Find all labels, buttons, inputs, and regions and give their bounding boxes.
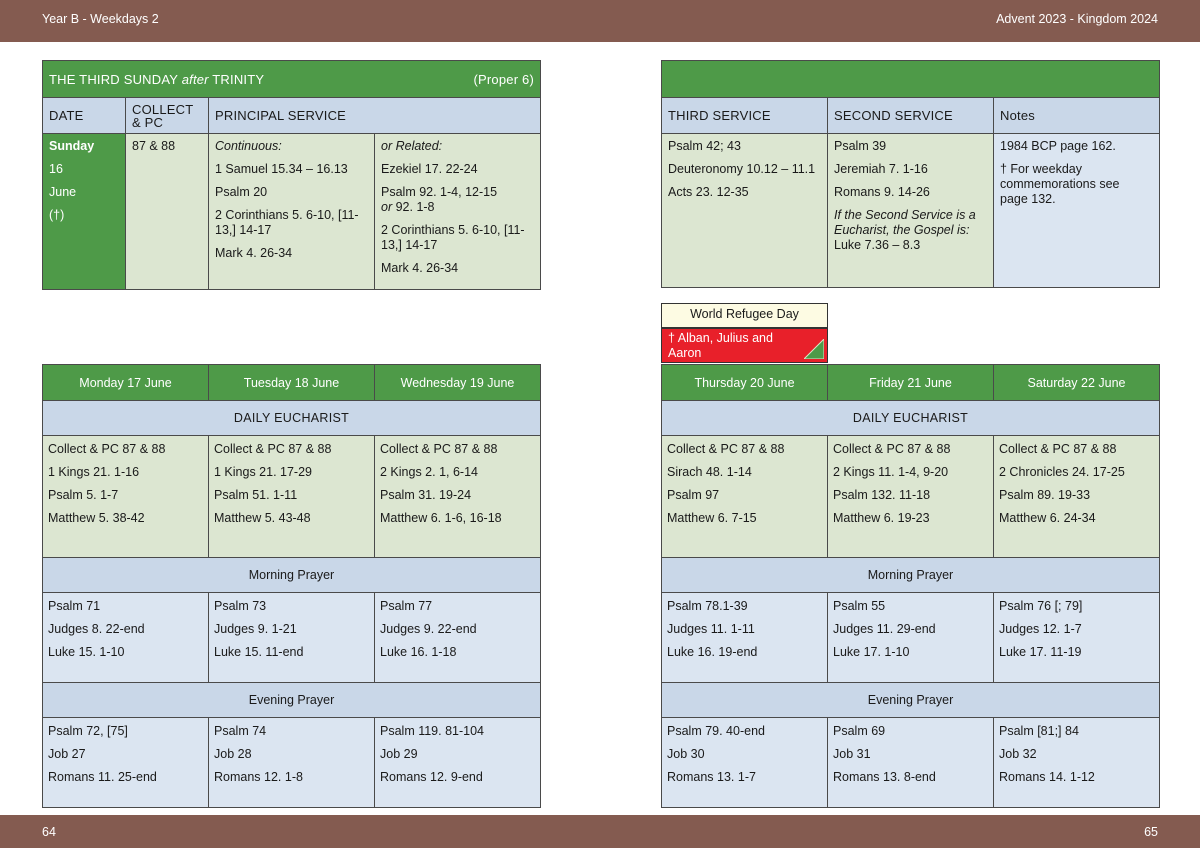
reading: Psalm 79. 40-end xyxy=(667,724,765,738)
reading: Psalm 73 xyxy=(214,599,267,613)
reading: Matthew 6. 24-34 xyxy=(999,511,1096,525)
eucharist-cell xyxy=(994,436,1160,558)
section-evening-prayer: Evening Prayer xyxy=(43,683,541,718)
reading: 2 Corinthians 5. 6-10, [11-13,] 14-17 xyxy=(381,223,525,252)
sunday-collect-cell: 87 & 88 xyxy=(126,134,209,290)
reading: Judges 12. 1-7 xyxy=(999,622,1082,636)
morning-prayer-cell xyxy=(828,593,994,683)
col-collect-header: COLLECT & PC xyxy=(126,98,209,134)
day-header: Monday 17 June xyxy=(43,365,209,401)
eucharist-cell xyxy=(828,436,994,558)
day-header: Friday 21 June xyxy=(828,365,994,401)
reading: Job 31 xyxy=(833,747,871,761)
col-third-header: THIRD SERVICE xyxy=(662,98,828,134)
page-number-right: 65 xyxy=(1144,825,1158,839)
reading: Matthew 6. 1-6, 16-18 xyxy=(380,511,502,525)
evening-prayer-cell xyxy=(43,718,209,808)
reading: Psalm 89. 19-33 xyxy=(999,488,1091,502)
reading: 1 Samuel 15.34 – 16.13 xyxy=(215,162,348,176)
reading: Psalm 74 xyxy=(214,724,267,738)
evening-prayer-cell xyxy=(828,718,994,808)
reading: Ezekiel 17. 22-24 xyxy=(381,162,478,176)
reading: Job 32 xyxy=(999,747,1037,761)
reading: Job 28 xyxy=(214,747,252,761)
reading: Judges 8. 22-end xyxy=(48,622,145,636)
eucharist-cell xyxy=(43,436,209,558)
continuous-label: Continuous: xyxy=(215,139,282,153)
reading: Luke 17. 11-19 xyxy=(999,645,1082,659)
reading: Matthew 5. 38-42 xyxy=(48,511,145,525)
reading: Psalm 97 xyxy=(667,488,720,502)
header-left: Year B - Weekdays 2 xyxy=(42,12,159,26)
second-service-cell xyxy=(828,134,994,288)
reading: Psalm 71 xyxy=(48,599,101,613)
col-date-header: DATE xyxy=(43,98,126,134)
saint-name: † Alban, Julius and Aaron xyxy=(668,331,773,360)
section-morning-prayer: Morning Prayer xyxy=(662,558,1160,593)
reading: Psalm 51. 1-11 xyxy=(214,488,298,502)
reading: 2 Kings 2. 1, 6-14 xyxy=(380,465,478,479)
section-evening-prayer: Evening Prayer xyxy=(662,683,1160,718)
saint-commemoration xyxy=(661,328,828,363)
reading: Luke 16. 1-18 xyxy=(380,645,457,659)
reading: Romans 12. 9-end xyxy=(380,770,483,784)
page-footer xyxy=(0,815,1200,848)
reading: Collect & PC 87 & 88 xyxy=(48,442,166,456)
observance-day: World Refugee Day xyxy=(661,303,828,328)
section-eucharist: DAILY EUCHARIST xyxy=(662,401,1160,436)
eucharist-note: If the Second Service is a Eucharist, the Gospel is: xyxy=(834,208,976,237)
reading: Job 30 xyxy=(667,747,705,761)
reading: Psalm [81;] 84 xyxy=(999,724,1079,738)
header-right: Advent 2023 - Kingdom 2024 xyxy=(996,12,1158,26)
note: 1984 BCP page 162. xyxy=(1000,139,1116,153)
sunday-table xyxy=(42,60,541,290)
date-line: Sunday xyxy=(49,139,95,153)
morning-prayer-cell xyxy=(375,593,541,683)
eucharist-cell xyxy=(662,436,828,558)
reading: Collect & PC 87 & 88 xyxy=(833,442,951,456)
morning-prayer-cell xyxy=(209,593,375,683)
reading: Psalm 119. 81-104 xyxy=(380,724,484,738)
reading: Collect & PC 87 & 88 xyxy=(380,442,498,456)
reading: Psalm 72, [75] xyxy=(48,724,128,738)
reading: Psalm 55 xyxy=(833,599,886,613)
eucharist-cell xyxy=(375,436,541,558)
related-readings xyxy=(375,134,541,290)
reading: Judges 11. 1-11 xyxy=(667,622,755,636)
sunday-services-table xyxy=(661,60,1160,288)
reading: 1 Kings 21. 1-16 xyxy=(48,465,140,479)
col-second-header: SECOND SERVICE xyxy=(828,98,994,134)
page-number-left: 64 xyxy=(42,825,56,839)
reading: Job 29 xyxy=(380,747,418,761)
reading: Sirach 48. 1-14 xyxy=(667,465,752,479)
morning-prayer-cell xyxy=(43,593,209,683)
sunday-title-bar xyxy=(662,61,1160,98)
notes-cell xyxy=(994,134,1160,288)
day-header: Thursday 20 June xyxy=(662,365,828,401)
reading: Psalm 77 xyxy=(380,599,433,613)
reading: Collect & PC 87 & 88 xyxy=(999,442,1117,456)
day-header: Tuesday 18 June xyxy=(209,365,375,401)
proper-label: (Proper 6) xyxy=(473,71,535,87)
date-line: (†) xyxy=(49,208,65,222)
reading: 2 Kings 11. 1-4, 9-20 xyxy=(833,465,949,479)
reading: Psalm 92. 1-4, 12-15 xyxy=(381,185,498,199)
evening-prayer-cell xyxy=(209,718,375,808)
day-header: Wednesday 19 June xyxy=(375,365,541,401)
reading: Luke 17. 1-10 xyxy=(833,645,910,659)
evening-prayer-cell xyxy=(994,718,1160,808)
reading: 2 Chronicles 24. 17-25 xyxy=(999,465,1125,479)
reading: Deuteronomy 10.12 – 11.1 xyxy=(668,162,816,176)
reading: Romans 14. 1-12 xyxy=(999,770,1095,784)
reading: Psalm 69 xyxy=(833,724,886,738)
reading: Luke 16. 19-end xyxy=(667,645,758,659)
section-eucharist: DAILY EUCHARIST xyxy=(43,401,541,436)
reading-alt: or 92. 1-8 xyxy=(381,200,435,214)
reading: Psalm 5. 1-7 xyxy=(48,488,119,502)
reading: Judges 9. 1-21 xyxy=(214,622,297,636)
reading: Romans 13. 1-7 xyxy=(667,770,756,784)
continuous-readings xyxy=(209,134,375,290)
reading: Matthew 6. 19-23 xyxy=(833,511,930,525)
reading: Acts 23. 12-35 xyxy=(668,185,749,199)
reading: Job 27 xyxy=(48,747,86,761)
reading: Romans 13. 8-end xyxy=(833,770,936,784)
sunday-title: THE THIRD SUNDAY after TRINITY xyxy=(49,71,265,87)
reading: Luke 15. 11-end xyxy=(214,645,304,659)
reading: Luke 15. 1-10 xyxy=(48,645,125,659)
third-service-cell xyxy=(662,134,828,288)
weekday-table-right xyxy=(661,364,1160,808)
reading: Romans 12. 1-8 xyxy=(214,770,303,784)
evening-prayer-cell xyxy=(375,718,541,808)
reading: Psalm 42; 43 xyxy=(668,139,741,153)
col-principal-header: PRINCIPAL SERVICE xyxy=(209,98,541,134)
weekday-table-left xyxy=(42,364,541,808)
sunday-date-cell xyxy=(43,134,126,290)
reading: Mark 4. 26-34 xyxy=(381,261,459,275)
evening-prayer-cell xyxy=(662,718,828,808)
reading: Psalm 20 xyxy=(215,185,268,199)
reading: Matthew 6. 7-15 xyxy=(667,511,757,525)
corner-triangle-icon xyxy=(804,339,824,359)
col-notes-header: Notes xyxy=(994,98,1160,134)
reading: Judges 11. 29-end xyxy=(833,622,936,636)
reading: Mark 4. 26-34 xyxy=(215,246,293,260)
reading: Matthew 5. 43-48 xyxy=(214,511,311,525)
page-header xyxy=(0,0,1200,42)
reading: Romans 11. 25-end xyxy=(48,770,157,784)
date-line: June xyxy=(49,185,77,199)
reading: Jeremiah 7. 1-16 xyxy=(834,162,928,176)
section-morning-prayer: Morning Prayer xyxy=(43,558,541,593)
morning-prayer-cell xyxy=(994,593,1160,683)
reading: 1 Kings 21. 17-29 xyxy=(214,465,312,479)
sunday-title-row xyxy=(43,61,541,98)
reading: Psalm 78.1-39 xyxy=(667,599,748,613)
reading: Psalm 76 [; 79] xyxy=(999,599,1083,613)
reading: Collect & PC 87 & 88 xyxy=(667,442,785,456)
reading: Judges 9. 22-end xyxy=(380,622,477,636)
related-label: or Related: xyxy=(381,139,443,153)
reading: Psalm 31. 19-24 xyxy=(380,488,472,502)
reading: Luke 7.36 – 8.3 xyxy=(834,238,921,252)
date-line: 16 xyxy=(49,162,63,176)
reading: Psalm 132. 11-18 xyxy=(833,488,931,502)
eucharist-cell xyxy=(209,436,375,558)
reading: Collect & PC 87 & 88 xyxy=(214,442,332,456)
note: † For weekday commemorations see page 132. xyxy=(1000,162,1120,206)
reading: Psalm 39 xyxy=(834,139,887,153)
morning-prayer-cell xyxy=(662,593,828,683)
reading: 2 Corinthians 5. 6-10, [11-13,] 14-17 xyxy=(215,208,359,237)
day-header: Saturday 22 June xyxy=(994,365,1160,401)
reading: Romans 9. 14-26 xyxy=(834,185,930,199)
